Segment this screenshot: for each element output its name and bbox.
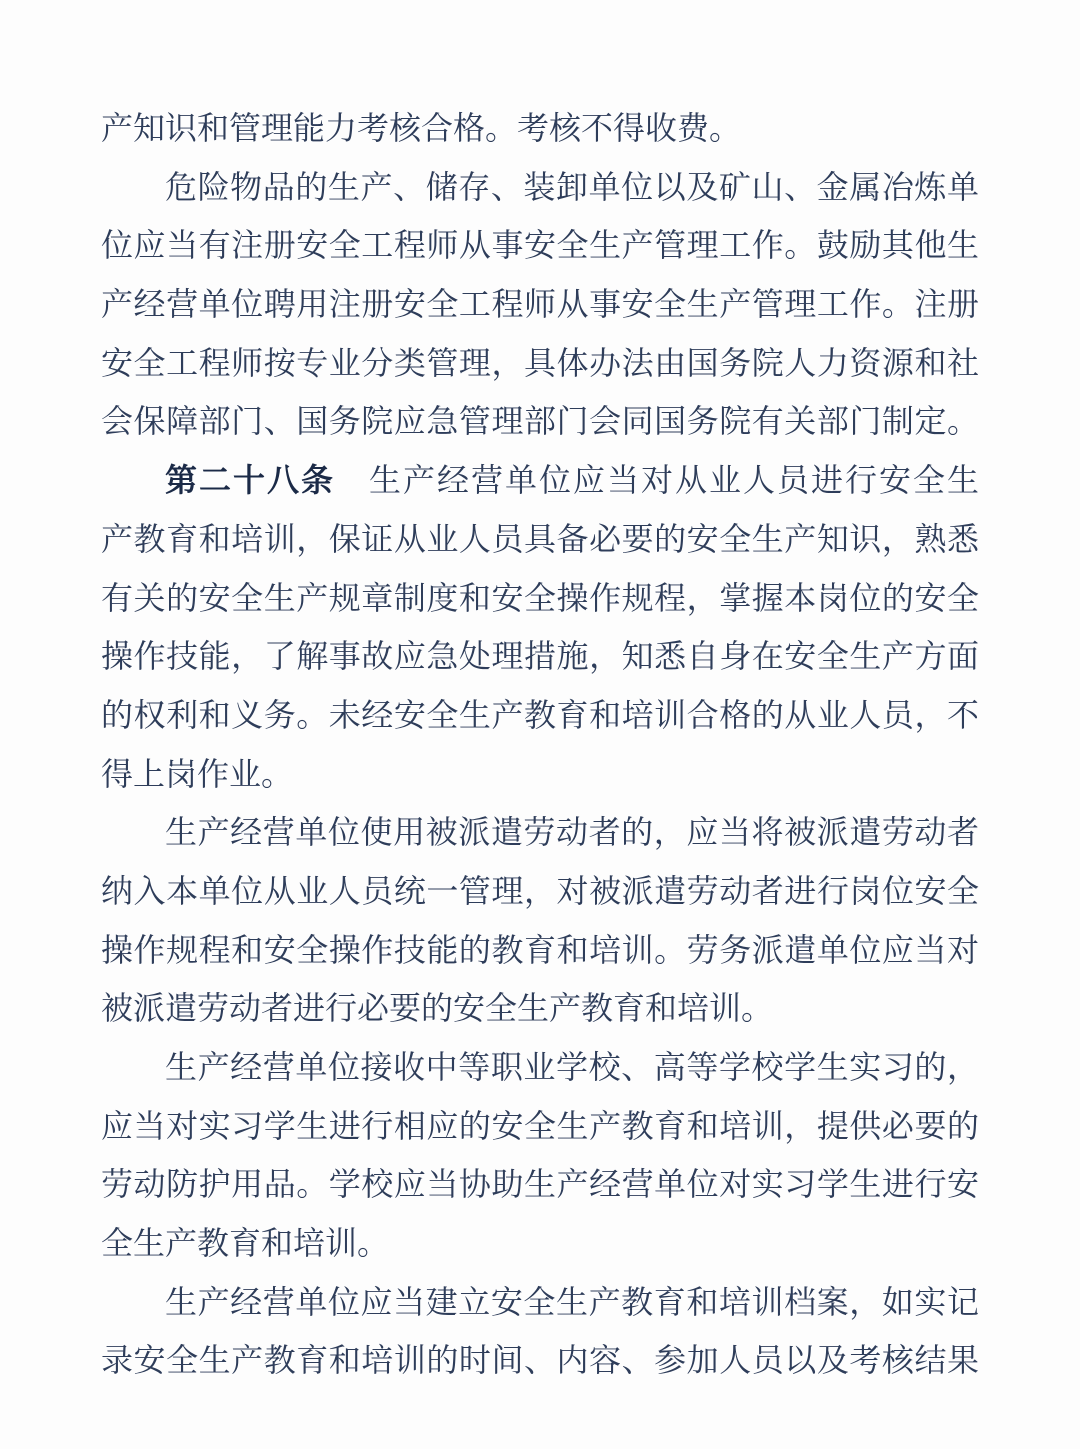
- text-line-article-heading: [101, 451, 979, 510]
- text-line: 安全工程师按专业分类管理，具体办法由国务院人力资源和社: [101, 344, 979, 381]
- text-line: 录安全生产教育和培训的时间、内容、参加人员以及考核结果: [101, 1342, 979, 1379]
- article-gap-spacer: [335, 490, 367, 491]
- text-line: 纳入本单位从业人员统一管理，对被派遣劳动者进行岗位安全: [101, 872, 979, 909]
- text-line: 有关的安全生产规章制度和安全操作规程，掌握本岗位的安全: [101, 579, 979, 616]
- text-line: 生产经营单位使用被派遣劳动者的，应当将被派遣劳动者: [165, 814, 979, 851]
- text-line: 产经营单位聘用注册安全工程师从事安全生产管理工作。注册: [101, 286, 979, 323]
- article-first-line-text: 生产经营单位应当对从业人员进行安全生: [367, 462, 979, 499]
- text-line: 生产经营单位应当建立安全生产教育和培训档案，如实记: [165, 1283, 979, 1320]
- text-line: 会保障部门、国务院应急管理部门会同国务院有关部门制定。: [101, 403, 979, 440]
- text-line: 产知识和管理能力考核合格。考核不得收费。: [101, 110, 742, 146]
- document-text-block: [101, 99, 979, 1390]
- text-line: 得上岗作业。: [101, 755, 294, 792]
- text-line: 生产经营单位接收中等职业学校、高等学校学生实习的，: [165, 1049, 979, 1085]
- text-line: 位应当有注册安全工程师从事安全生产管理工作。鼓励其他生: [101, 227, 979, 264]
- text-line: 危险物品的生产、储存、装卸单位以及矿山、金属冶炼单: [165, 168, 979, 205]
- text-line: 劳动防护用品。学校应当协助生产经营单位对实习学生进行安: [101, 1166, 979, 1203]
- text-line: 产教育和培训，保证从业人员具备必要的安全生产知识，熟悉: [101, 520, 979, 557]
- text-line: 应当对实习学生进行相应的安全生产教育和培训，提供必要的: [101, 1107, 979, 1144]
- text-line: 全生产教育和培训。: [101, 1225, 390, 1262]
- text-line: 的权利和义务。未经安全生产教育和培训合格的从业人员，不: [101, 696, 979, 733]
- article-number: 第二十八条: [165, 462, 335, 499]
- text-line: 操作技能，了解事故应急处理措施，知悉自身在安全生产方面: [101, 638, 979, 675]
- text-line: 被派遣劳动者进行必要的安全生产教育和培训。: [101, 990, 774, 1027]
- text-line: 操作规程和安全操作技能的教育和培训。劳务派遣单位应当对: [101, 931, 979, 968]
